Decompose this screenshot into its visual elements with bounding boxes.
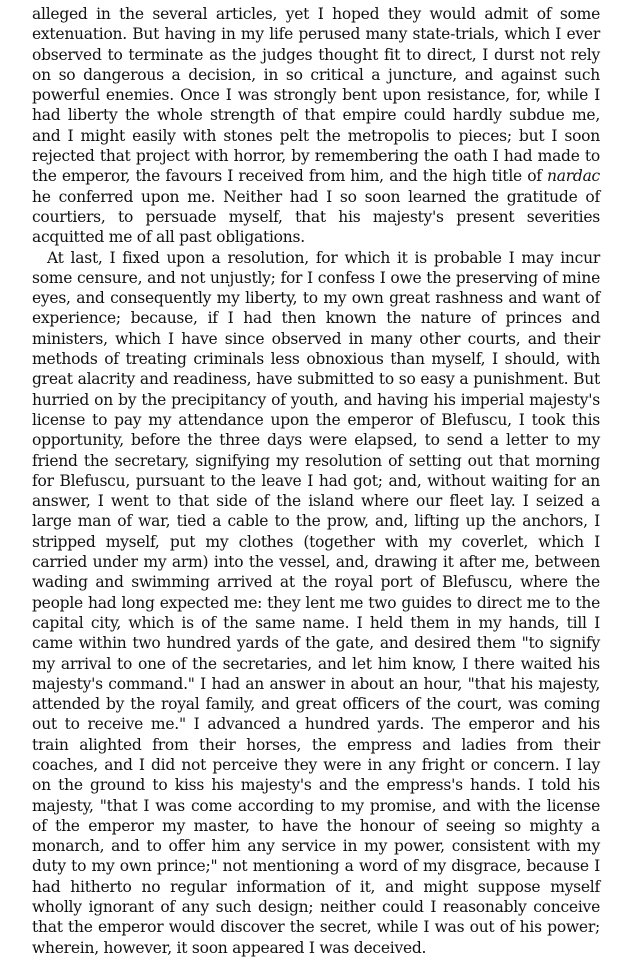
- paragraph-1-text-a: alleged in the several articles, yet I hoped they would admit of some extenuation. But having in my life perused many state-trials, which I ever observed to terminate as the judges thought fit to direct, I durst not rely on so dangerous a decision, in so critical a juncture, and against such powerful enemies. Once I was strongly bent upon resistance, for, while I had liberty the whole strength of that empire could hardly subdue me, and I might easily with stones pelt the metropolis to pieces; but I soon rejected that project with horror, by remembering the oath I had made to the emperor, the favours I received from him, and the high title of: [32, 5, 600, 186]
- paragraph-1: [32, 4, 600, 248]
- paragraph-2: At last, I fixed upon a resolution, for which it is probable I may incur some censure, and not unjustly; for I confess I owe the preserving of mine eyes, and consequently my liberty, to my own great rashness and want of experience; because, if I had then known the nature of princes and ministers, which I have since observed in many other courts, and their methods of treating criminals less obnoxious than myself, I should, with great alacrity and readiness, have submitted to so easy a punishment. But hurried on by the precipitancy of youth, and having his imperial majesty's license to pay my attendance upon the emperor of Blefuscu, I took this opportunity, before the three days were elapsed, to send a letter to my friend the secretary, signifying my resolution of setting out that morning for Blefuscu, pursuant to the leave I had got; and, without waiting for an answer, I went to that side of the island where our fleet lay. I seized a large man of war, tied a cable to the prow, and, lifting up the anchors, I stripped myself, put my clothes (together with my coverlet, which I carried under my arm) into the vessel, and, drawing it after me, between wading and swimming arrived at the royal port of Blefuscu, where the people had long expected me: they lent me two guides to direct me to the capital city, which is of the same name. I held them in my hands, till I came within two hundred yards of the gate, and desired them "to signify my arrival to one of the secretaries, and let him know, I there waited his majesty's command." I had an answer in about an hour, "that his majesty, attended by the royal family, and great officers of the court, was coming out to receive me." I advanced a hundred yards. The emperor and his train alighted from their horses, the empress and ladies from their coaches, and I did not perceive they were in any fright or concern. I lay on the ground to kiss his majesty's and the empress's hands. I told his majesty, "that I was come according to my promise, and with the license of the emperor my master, to have the honour of seeing so mighty a monarch, and to offer him any service in my power, consistent with my duty to my own prince;" not mentioning a word of my disgrace, because I had hitherto no regular information of it, and might suppose myself wholly ignorant of any such design; neither could I reasonably conceive that the emperor would discover the secret, while I was out of his power; wherein, however, it soon appeared I was deceived.: [32, 248, 600, 957]
- italic-word-nardac: nardac: [547, 167, 600, 186]
- paragraph-1-text-b: he conferred upon me. Neither had I so soon learned the gratitude of courtiers, to persuade myself, that his majesty's present severities acquitted me of all past obligations.: [32, 187, 600, 247]
